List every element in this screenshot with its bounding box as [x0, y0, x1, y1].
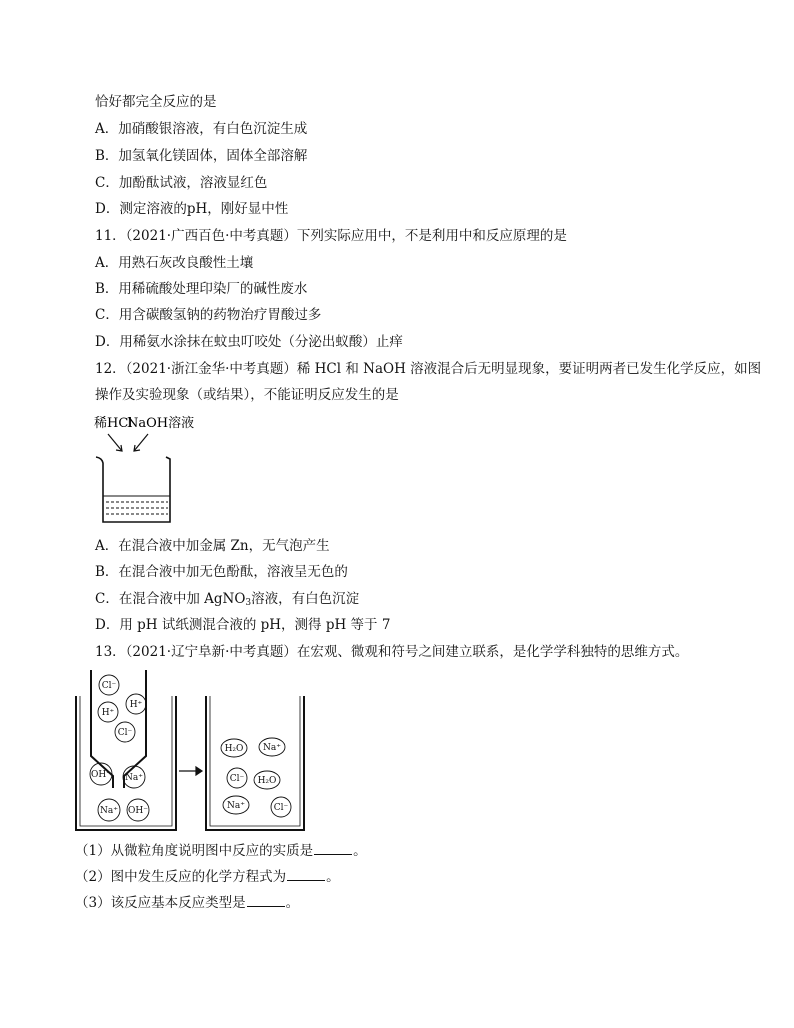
- svg-text:OH⁻: OH⁻: [128, 806, 148, 816]
- q12-option-a: A．在混合液中加金属 Zn，无气泡产生: [95, 538, 330, 554]
- q13-sub2: （2）图中发生反应的化学方程式为 。: [75, 869, 340, 885]
- ion-na-right-1: [259, 738, 285, 756]
- molecule-h2o-right-1: [221, 739, 247, 757]
- q10-option-d: D．测定溶液的pH，刚好显中性: [95, 201, 289, 217]
- q12-beaker-figure: [94, 410, 204, 530]
- q10-option-b: B．加氢氧化镁固体，固体全部溶解: [95, 148, 308, 164]
- q12-option-b: B．在混合液中加无色酚酞，溶液呈无色的: [95, 564, 348, 580]
- ion-cl-right-2: [271, 797, 291, 817]
- beaker-outline: [96, 457, 170, 522]
- q11-option-b: B．用稀硫酸处理印染厂的碱性废水: [95, 281, 308, 297]
- svg-text:Na⁺: Na⁺: [125, 773, 143, 783]
- q11-option-c: C．用含碳酸氢钠的药物治疗胃酸过多: [95, 307, 322, 323]
- q12-stem-line1: 12．（2021·浙江金华·中考真题）稀 HCl 和 NaOH 溶液混合后无明显现象，要证明两者已发生化学反应，如图: [95, 361, 762, 377]
- q12-option-c-sub: 3: [245, 598, 252, 608]
- svg-text:H⁺: H⁺: [101, 708, 115, 718]
- ion-h-funnel-2: [126, 694, 146, 714]
- ion-cl-right-1: [227, 768, 247, 788]
- svg-text:Cl⁻: Cl⁻: [117, 728, 133, 738]
- ion-na-left-2: [98, 799, 120, 821]
- answer-blank-1[interactable]: [314, 842, 352, 855]
- arrow-left: [108, 434, 122, 451]
- ion-na-right-2: [223, 796, 249, 814]
- svg-text:H₂O: H₂O: [224, 744, 244, 754]
- svg-text:Na⁺: Na⁺: [100, 806, 118, 816]
- q13-particle-figure: [72, 668, 312, 834]
- svg-text:OH⁻: OH⁻: [91, 770, 111, 780]
- liquid-dashes: [106, 502, 168, 514]
- q12-option-c-pre: C．在混合液中加 AgNO: [95, 591, 246, 607]
- intro-line: 恰好都完全反应的是: [95, 94, 217, 110]
- q12-option-c: [95, 590, 359, 612]
- q13-sub1: （1）从微粒角度说明图中反应的实质是 。: [75, 843, 367, 859]
- ion-h-funnel-1: [98, 702, 118, 722]
- svg-text:Cl⁻: Cl⁻: [101, 681, 117, 691]
- q13-sub3: （3）该反应基本反应类型是 。: [75, 895, 300, 911]
- q11-stem: 11．（2021·广西百色·中考真题）下列实际应用中，不是利用中和反应原理的是: [95, 228, 567, 244]
- svg-text:Na⁺: Na⁺: [227, 801, 245, 811]
- answer-blank-3[interactable]: [247, 894, 285, 907]
- answer-blank-2[interactable]: [287, 868, 325, 881]
- reaction-arrow: [179, 767, 202, 775]
- ion-cl-funnel-2: [115, 722, 135, 742]
- q10-option-c: C．加酚酞试液，溶液显红色: [95, 175, 268, 191]
- q11-option-a: A．用熟石灰改良酸性土壤: [95, 255, 254, 271]
- q13-stem: 13．（2021·辽宁阜新·中考真题）在宏观、微观和符号之间建立联系，是化学学科独特的思维方式。: [95, 644, 689, 660]
- molecule-h2o-right-2: [254, 771, 280, 789]
- svg-text:Cl⁻: Cl⁻: [273, 803, 289, 813]
- q10-option-a: A．加硝酸银溶液，有白色沉淀生成: [95, 121, 308, 137]
- q12-option-d: D．用 pH 试纸测混合液的 pH，测得 pH 等于 7: [95, 617, 391, 633]
- svg-text:H₂O: H₂O: [257, 776, 277, 786]
- svg-text:H⁺: H⁺: [129, 700, 143, 710]
- ion-oh-left-2: [127, 799, 149, 821]
- svg-text:Cl⁻: Cl⁻: [229, 774, 245, 784]
- label-dilute-hcl: 稀HCl: [94, 416, 133, 431]
- q12-stem-line2: 操作及实验现象（或结果），不能证明反应发生的是: [95, 387, 399, 403]
- ion-na-left-1: [123, 766, 145, 788]
- right-beaker: [206, 696, 304, 830]
- arrow-right: [134, 434, 148, 451]
- ion-cl-funnel-1: [99, 675, 119, 695]
- q11-option-d: D．用稀氨水涂抹在蚊虫叮咬处（分泌出蚁酸）止痒: [95, 334, 403, 350]
- q12-option-c-post: 溶液，有白色沉淀: [251, 591, 360, 607]
- label-naoh-solution: NaOH溶液: [127, 416, 195, 431]
- svg-text:Na⁺: Na⁺: [263, 743, 281, 753]
